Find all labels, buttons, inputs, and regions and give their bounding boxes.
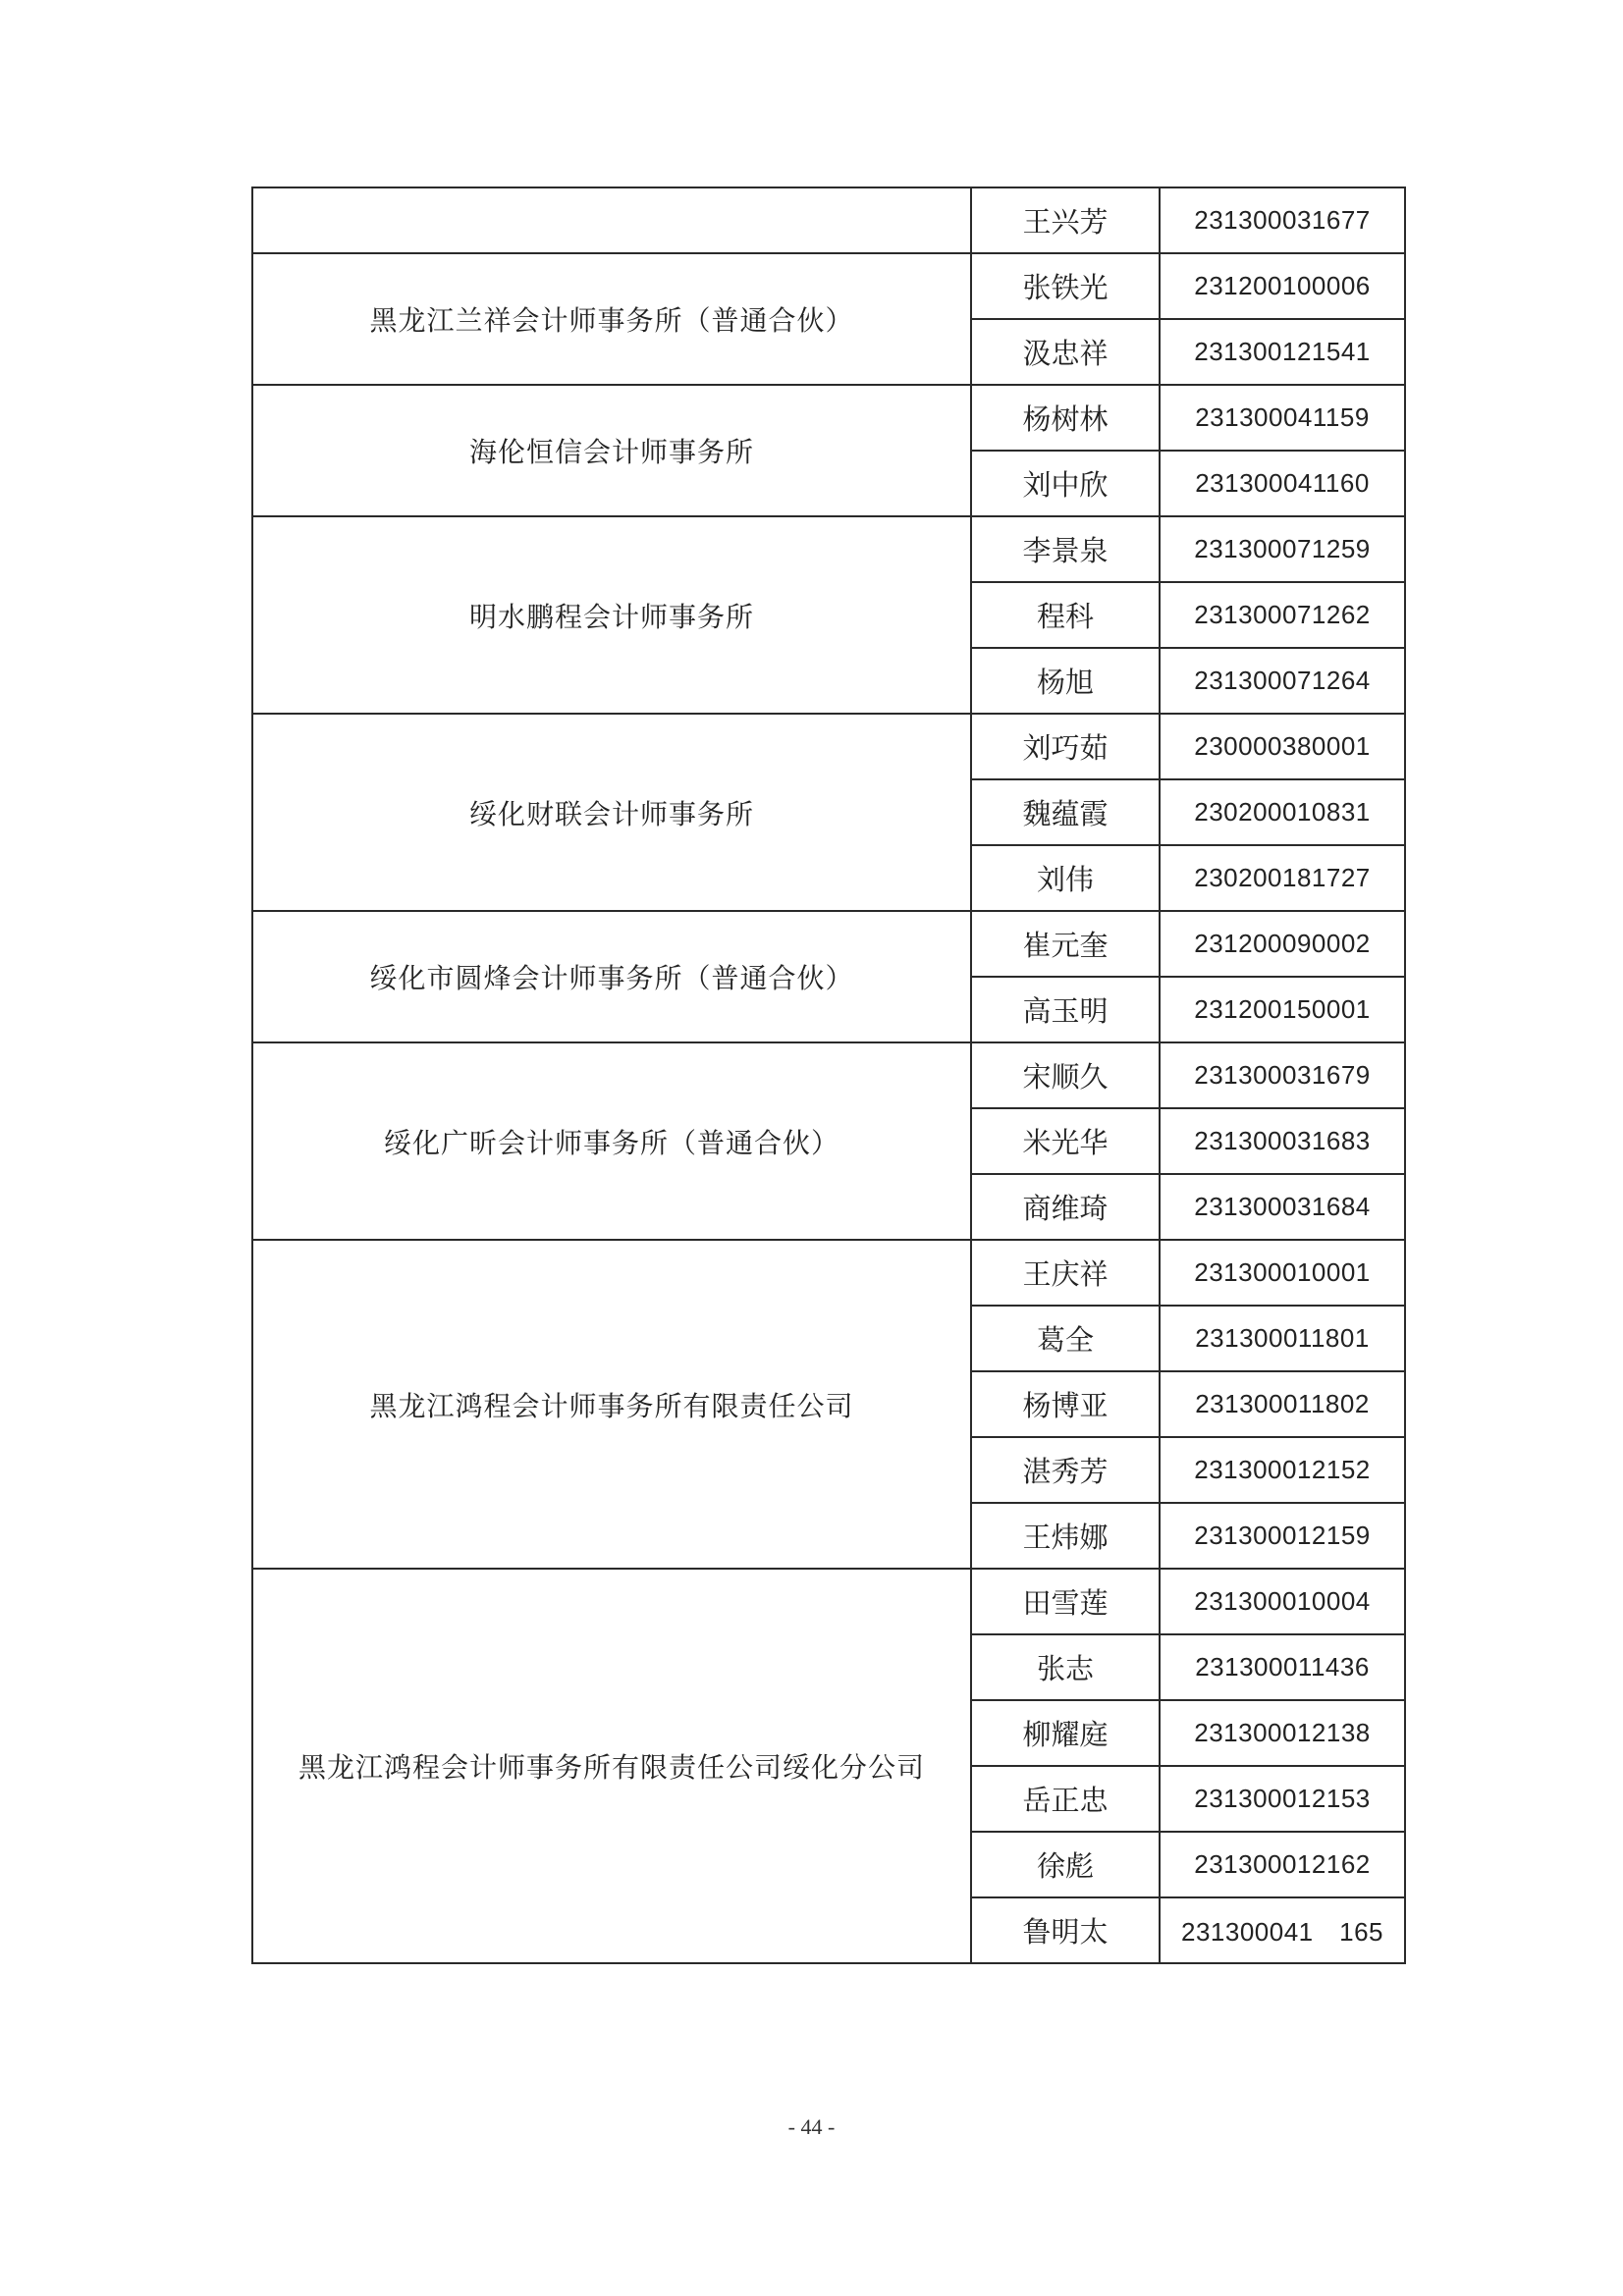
table-row	[252, 1042, 1405, 1108]
accountant-name-cell: 葛全	[971, 1306, 1160, 1371]
accountant-name-cell: 张志	[971, 1634, 1160, 1700]
accountant-name-cell: 崔元奎	[971, 911, 1160, 977]
firm-name-cell: 黑龙江兰祥会计师事务所（普通合伙）	[252, 253, 971, 385]
certificate-number-cell: 231200150001	[1160, 977, 1405, 1042]
certificate-number-cell: 231300012138	[1160, 1700, 1405, 1766]
accountant-name-cell: 徐彪	[971, 1832, 1160, 1897]
accountant-name-cell: 汲忠祥	[971, 319, 1160, 385]
table-row	[252, 1240, 1405, 1306]
table-body	[252, 187, 1405, 1963]
certificate-number-cell: 231300071259	[1160, 516, 1405, 582]
firm-name-cell: 绥化市圆烽会计师事务所（普通合伙）	[252, 911, 971, 1042]
accountant-name-cell: 刘伟	[971, 845, 1160, 911]
accountant-name-cell: 米光华	[971, 1108, 1160, 1174]
firm-name-cell: 黑龙江鸿程会计师事务所有限责任公司绥化分公司	[252, 1569, 971, 1963]
certificate-number-cell: 230200010831	[1160, 779, 1405, 845]
certificate-number-cell: 231300010001	[1160, 1240, 1405, 1306]
certificate-number-cell: 231300012159	[1160, 1503, 1405, 1569]
certificate-number-cell: 231300031677	[1160, 187, 1405, 253]
certificate-number-cell: 231300011436	[1160, 1634, 1405, 1700]
accountant-name-cell: 刘巧茹	[971, 714, 1160, 779]
accountant-name-cell: 岳正忠	[971, 1766, 1160, 1832]
certificate-number-cell: 231300121541	[1160, 319, 1405, 385]
cpa-registry-table-container	[251, 187, 1404, 1964]
table-row	[252, 714, 1405, 779]
certificate-number-cell: 231300031684	[1160, 1174, 1405, 1240]
table-row	[252, 1569, 1405, 1634]
certificate-number-cell: 231300011802	[1160, 1371, 1405, 1437]
table-row	[252, 385, 1405, 451]
certificate-number-cell: 231200090002	[1160, 911, 1405, 977]
accountant-name-cell: 王庆祥	[971, 1240, 1160, 1306]
cpa-registry-table	[251, 187, 1406, 1964]
page-number: - 44 -	[787, 2114, 836, 2139]
accountant-name-cell: 刘中欣	[971, 451, 1160, 516]
accountant-name-cell: 李景泉	[971, 516, 1160, 582]
certificate-number-cell: 231300012162	[1160, 1832, 1405, 1897]
certificate-number-cell: 231300012152	[1160, 1437, 1405, 1503]
accountant-name-cell: 湛秀芳	[971, 1437, 1160, 1503]
table-row	[252, 253, 1405, 319]
firm-name-cell: 绥化财联会计师事务所	[252, 714, 971, 911]
accountant-name-cell: 柳耀庭	[971, 1700, 1160, 1766]
certificate-number-cell: 231300071264	[1160, 648, 1405, 714]
table-row	[252, 187, 1405, 253]
accountant-name-cell: 鲁明太	[971, 1897, 1160, 1963]
accountant-name-cell: 宋顺久	[971, 1042, 1160, 1108]
certificate-number-cell: 231300010004	[1160, 1569, 1405, 1634]
certificate-number-cell: 230200181727	[1160, 845, 1405, 911]
accountant-name-cell: 魏蕴霞	[971, 779, 1160, 845]
certificate-number-cell: 231300071262	[1160, 582, 1405, 648]
firm-name-cell: 黑龙江鸿程会计师事务所有限责任公司	[252, 1240, 971, 1569]
accountant-name-cell: 杨树林	[971, 385, 1160, 451]
accountant-name-cell: 田雪莲	[971, 1569, 1160, 1634]
certificate-number-cell: 231300041160	[1160, 451, 1405, 516]
certificate-number-cell: 231300011801	[1160, 1306, 1405, 1371]
certificate-number-cell: 231300012153	[1160, 1766, 1405, 1832]
certificate-number-cell: 231200100006	[1160, 253, 1405, 319]
firm-name-cell: 绥化广昕会计师事务所（普通合伙）	[252, 1042, 971, 1240]
firm-name-cell: 海伦恒信会计师事务所	[252, 385, 971, 516]
accountant-name-cell: 王兴芳	[971, 187, 1160, 253]
accountant-name-cell: 高玉明	[971, 977, 1160, 1042]
certificate-number-cell: 231300031679	[1160, 1042, 1405, 1108]
table-row	[252, 911, 1405, 977]
certificate-number-cell: 231300041159	[1160, 385, 1405, 451]
accountant-name-cell: 王炜娜	[971, 1503, 1160, 1569]
firm-name-cell	[252, 187, 971, 253]
accountant-name-cell: 张铁光	[971, 253, 1160, 319]
accountant-name-cell: 杨博亚	[971, 1371, 1160, 1437]
accountant-name-cell: 杨旭	[971, 648, 1160, 714]
table-row	[252, 516, 1405, 582]
accountant-name-cell: 程科	[971, 582, 1160, 648]
firm-name-cell: 明水鹏程会计师事务所	[252, 516, 971, 714]
certificate-number-cell: 231300031683	[1160, 1108, 1405, 1174]
accountant-name-cell: 商维琦	[971, 1174, 1160, 1240]
certificate-number-cell: 231300041 165	[1160, 1897, 1405, 1963]
certificate-number-cell: 230000380001	[1160, 714, 1405, 779]
